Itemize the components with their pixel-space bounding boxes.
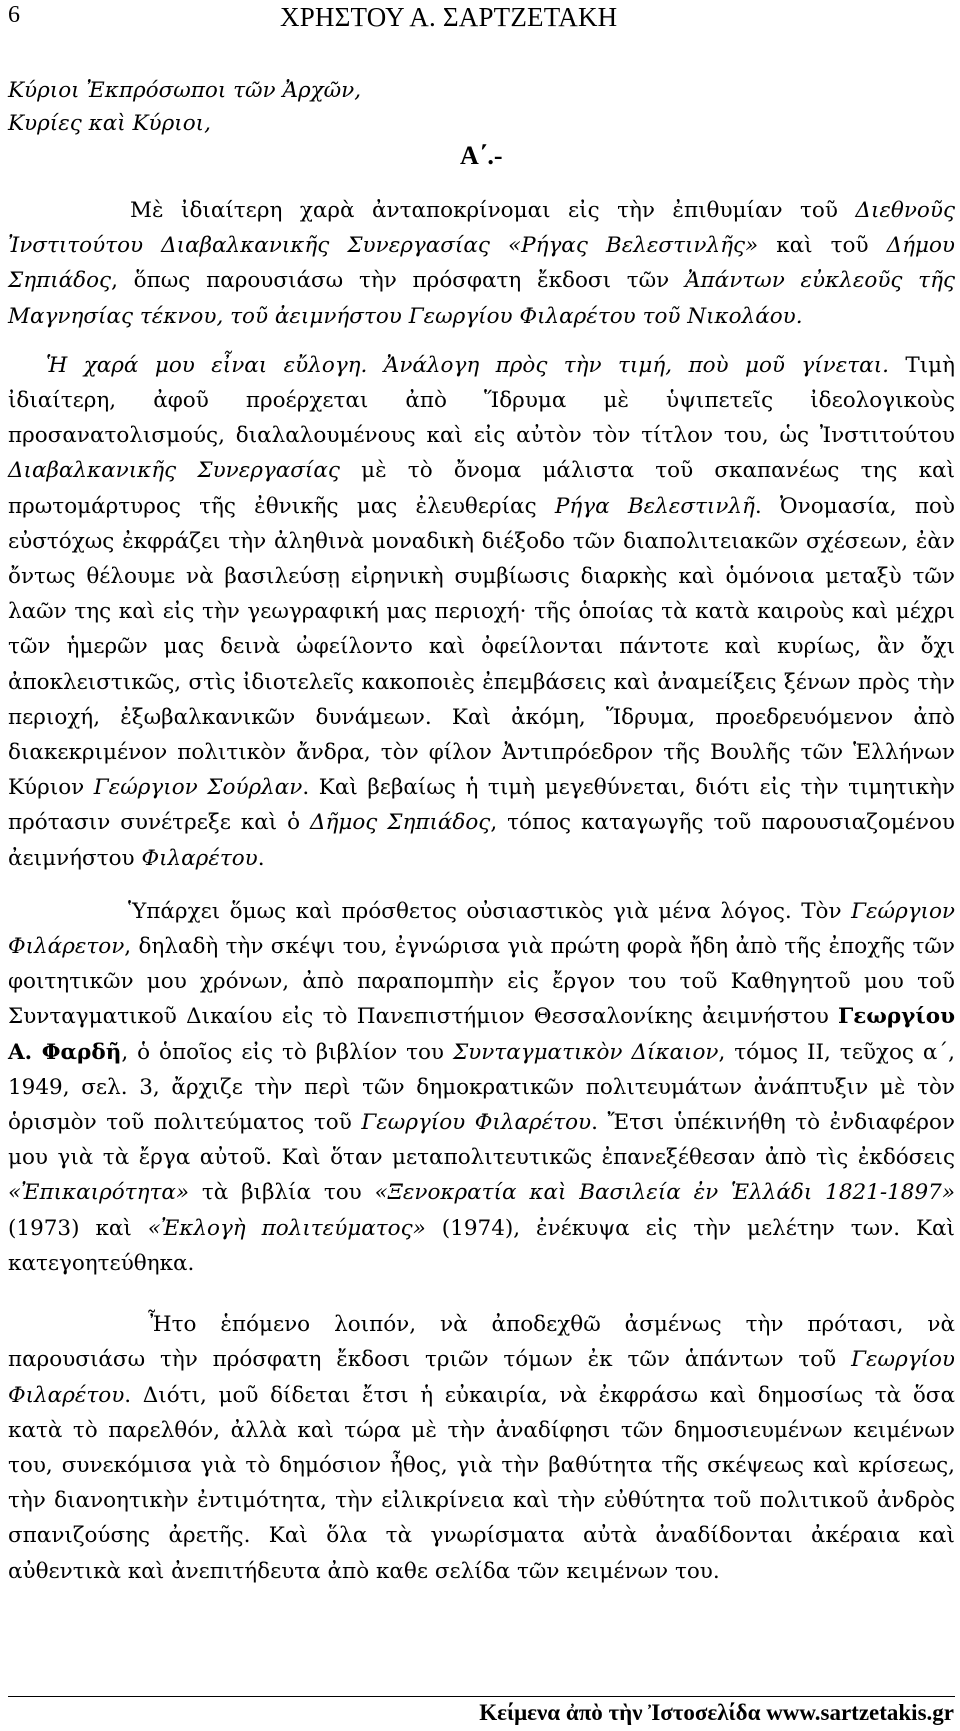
salutation-line: Κύριοι Ἐκπρόσωποι τῶν Ἀρχῶν, — [8, 78, 362, 103]
emphasis: Γεώργιον Σούρλαν — [93, 775, 303, 801]
emphasis: Διεθνοῦς Ἰνστιτούτου Διαβαλκανικῆς Συνεργασίας «Ρήγας Βελεστινλῆς» — [8, 198, 955, 259]
emphasis: Συνταγματικὸν Δίκαιον — [452, 1039, 719, 1065]
text-run: Τιμὴ ἰδιαίτερη, ἀφοῦ προέρχεται ἀπὸ Ἵδρυμα μὲ ὑψιπετεῖς ἰδεολογικοὺς προσανατολισμούς, διαλαλουμένους καὶ εἰς αὐτὸν τὸν τίτλον του, ὡς Ἰνστιτούτου — [8, 352, 956, 449]
text-run: , ὅπως παρουσιάσω τὴν πρόσφατη ἔκδοσι τῶν — [111, 268, 686, 294]
emphasis: Γεωργίου Φιλαρέτου — [361, 1110, 592, 1136]
paragraph — [8, 1307, 955, 1589]
emphasis: Φιλαρέτου — [141, 845, 258, 871]
paragraph — [8, 894, 955, 1281]
bold-name: Γεωργίου Α. Φαρδῆ — [8, 1004, 955, 1065]
text-run: μὲ τὸ ὄνομα μάλιστα τοῦ σκαπανέως της καὶ πρωτομάρτυρος τῆς ἐθνικῆς μας ἐλευθερίας — [8, 458, 955, 519]
text-run: . Ὀνομασία, ποὺ εὐστόχως ἐκφράζει τὴν ἀληθινὰ μοναδικὴ διέξοδο τῶν διαπολιτειακῶν σχέσεων, ἐὰν ὄντως θέλουμε νὰ βασιλεύσῃ εἰρηνικὴ συμβίωσις διαρκὴς καὶ ὁμόνοια μεταξὺ τῶν λαῶν της καὶ εἰς τὴν γεωγραφική μας περιοχή· τῆς ὁποίας τὰ κατὰ καιροὺς καὶ μέχρι τῶν ἡμερῶν μας δεινὰ ὠφείλοντο καὶ ὀφείλονται πάντοτε καὶ κυρίως, ἂν ὄχι ἀποκλειστικῶς, στὶς ἰδιοτελεῖς κακοποιὲς ἐπεμβάσεις καὶ ἀναμείξεις ξένων πρὸς τὴν περιοχή, ἐξωβαλκανικῶν δυνάμεων. Καὶ ἀκόμη, Ἵδρυμα, προεδρευόμενον ἀπὸ διακεκριμένον πολιτικὸν ἄνδρα, τὸν φίλον Ἀντιπρόεδρον τῆς Βουλῆς τῶν Ἑλλήνων Κύριον — [8, 493, 955, 801]
emphasis: Δήμου Σηπιάδος — [8, 233, 955, 294]
emphasis: Ρήγα Βελεστινλῆ — [554, 493, 755, 519]
text-run: , ὁ ὁποῖος εἰς τὸ βιβλίον του — [121, 1039, 453, 1065]
text-run: , δηλαδὴ τὴν σκέψι του, ἐγνώρισα γιὰ πρώτη φορὰ ἤδη ἀπὸ τῆς ἐποχῆς τῶν φοιτητικῶν μου χρόνων, ἀπὸ παραπομπὴν εἰς ἔργον του τοῦ Καθηγητοῦ μου τοῦ Συνταγματικοῦ Δικαίου εἰς τὸ Πανεπιστήμιον Θεσσαλονίκης ἀειμνήστου — [8, 934, 955, 1030]
text-run: Ὑπάρχει ὅμως καὶ πρόσθετος οὐσιαστικὸς γιὰ μένα λόγος. Τὸν — [128, 898, 852, 924]
text-run: τὰ βιβλία του — [189, 1180, 375, 1206]
text-run: . Καὶ βεβαίως ἡ τιμὴ μεγεθύνεται, διότι εἰς τὴν τιμητικὴν πρότασιν συνέτρεξε καὶ ὁ — [8, 775, 955, 836]
emphasis: Διαβαλκανικῆς Συνεργασίας — [8, 458, 340, 484]
running-head: ΧΡΗΣΤΟΥ Α. ΣΑΡΤΖΕΤΑΚΗ — [280, 2, 618, 32]
text-run: (1973) καὶ — [8, 1215, 148, 1241]
text-run: . Ἔτσι ὑπέκινήθη τὸ ἐνδιαφέρον μου γιὰ τὰ ἔργα αὐτοῦ. Καὶ ὅταν μεταπολιτευτικῶς ἐπανεξέθεσαν ἀπὸ τὶς ἐκδόσεις — [8, 1110, 955, 1171]
emphasis: Ἀπάντων εὐκλεοῦς τῆς Μαγνησίας τέκνου, τοῦ ἀειμνήστου Γεωργίου Φιλαρέτου τοῦ Νικολάου. — [8, 268, 955, 329]
salutation-line: Κυρίες καὶ Κύριοι, — [8, 111, 211, 136]
paragraph — [8, 193, 955, 334]
text-run: . — [257, 845, 265, 871]
text-run: , τόπος καταγωγῆς τοῦ παρουσιαζομένου ἀειμνήστου — [8, 810, 955, 871]
footer-source: Κείμενα ἀπὸ τὴν Ἰστοσελίδα www.sartzetakis.gr — [479, 1700, 954, 1725]
text-run: . Διότι, μοῦ δίδεται ἔτσι ἡ εὐκαιρία, νὰ ἐκφράσω καὶ δημοσίως τὰ ὅσα κατὰ τὸ παρελθόν, ἀλλὰ καὶ τώρα μὲ τὴν ἀναδίφησι τῶν δημοσιευμένων κειμένων του, συνεκόμισα γιὰ τὸ δημόσιον ἦθος, γιὰ τὴν βαθύτητα τῆς σκέψεως καὶ κρίσεως, τὴν διανοητικὴν ἐντιμότητα, τὴν εἰλικρίνεια καὶ τὴν εὐθύτητα τοῦ πολιτικοῦ ἀνδρὸς σπανιζούσης ἀρετῆς. Καὶ ὅλα τὰ γνωρίσματα αὐτὰ ἀναδίδονται ἀκέραια καὶ αὐθεντικὰ καὶ ἀνεπιτήδευτα ἀπὸ καθε σελίδα τῶν κειμένων του. — [8, 1382, 955, 1584]
emphasis: «Ξενοκρατία καὶ Βασιλεία ἐν Ἑλλάδι 1821-1897» — [374, 1180, 955, 1206]
emphasis: Γεώργιον Φιλάρετον — [8, 898, 955, 960]
text-run: Μὲ ἰδιαίτερη χαρὰ ἀνταποκρίνομαι εἰς τὴν ἐπιθυμίαν τοῦ — [130, 198, 856, 223]
emphasis: Δῆμος Σηπιάδος — [309, 810, 491, 836]
emphasis: «Ἐκλογὴ πολιτεύματος» — [147, 1215, 426, 1241]
emphasis: Ἡ χαρά μου εἶναι εὔλογη. Ἀνάλογη πρὸς τὴν τιμή, ποὺ μοῦ γίνεται. — [46, 352, 889, 378]
text-run: (1974), ἐνέκυψα εἰς τὴν μελέτην των. Καὶ κατεγοητεύθηκα. — [8, 1215, 955, 1276]
section-heading: Α΄.- — [460, 141, 503, 170]
emphasis: «Ἐπικαιρότητα» — [8, 1180, 190, 1206]
page-number: 6 — [8, 2, 20, 28]
body-text — [8, 193, 955, 1589]
salutation — [8, 74, 361, 140]
emphasis: Γεωργίου Φιλαρέτου — [8, 1347, 955, 1408]
text-run: , τόμος ΙΙ, τεῦχος α΄, 1949, σελ. 3, ἄρχιζε τὴν περὶ τῶν δημοκρατικῶν πολιτευμάτων ἀνάπτυξιν μὲ τὸν ὁρισμὸν τοῦ πολιτεύματος τοῦ — [8, 1039, 955, 1136]
footer-divider — [8, 1696, 955, 1697]
text-run: Ἦτο ἑπόμενο λοιπόν, νὰ ἀποδεχθῶ ἀσμένως τὴν πρότασι, νὰ παρουσιάσω τὴν πρόσφατη ἔκδοσι τριῶν τόμων ἐκ τῶν ἁπάντων τοῦ — [8, 1312, 955, 1373]
paragraph — [8, 348, 955, 876]
text-run: καὶ τοῦ — [758, 233, 887, 259]
